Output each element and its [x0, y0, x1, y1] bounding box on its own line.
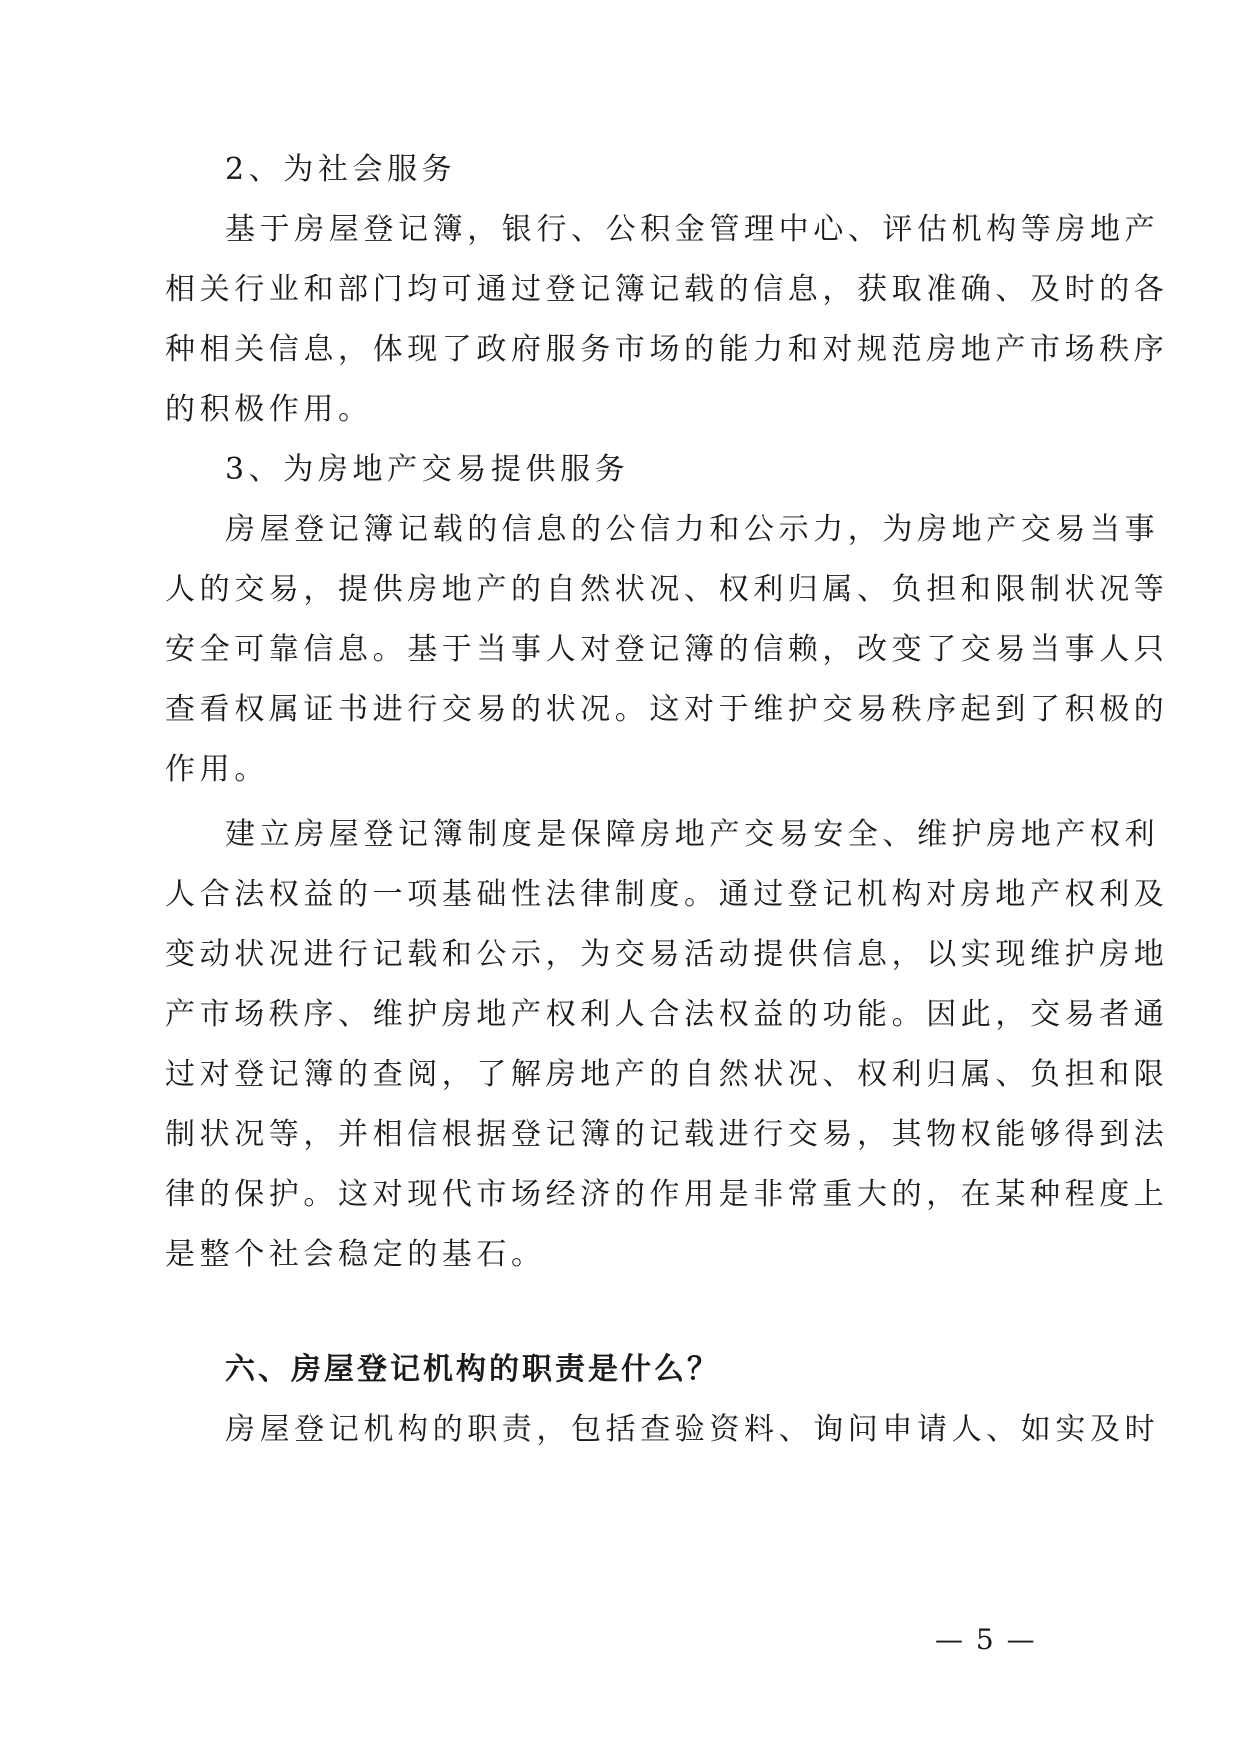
summary-paragraph-line: 过对登记簿的查阅，了解房地产的自然状况、权利归属、负担和限 [165, 1057, 1169, 1092]
summary-paragraph-line: 建立房屋登记簿制度是保障房地产交易安全、维护房地产权利 [225, 817, 1160, 852]
item-3-paragraph-line: 安全可靠信息。基于当事人对登记簿的信赖，改变了交易当事人只 [165, 632, 1169, 667]
item-2-paragraph-line: 相关行业和部门均可通过登记簿记载的信息，获取准确、及时的各 [165, 272, 1169, 307]
section-6-paragraph-line: 房屋登记机构的职责，包括查验资料、询问申请人、如实及时 [225, 1412, 1160, 1447]
summary-paragraph-line: 制状况等，并相信根据登记簿的记载进行交易，其物权能够得到法 [165, 1117, 1169, 1152]
summary-paragraph-line: 人合法权益的一项基础性法律制度。通过登记机构对房地产权利及 [165, 877, 1169, 912]
section-6-heading: 六、房屋登记机构的职责是什么？ [225, 1352, 720, 1387]
item-2-paragraph-line: 的积极作用。 [165, 392, 373, 427]
summary-paragraph-line: 变动状况进行记载和公示，为交易活动提供信息，以实现维护房地 [165, 937, 1169, 972]
item-3-paragraph-line: 查看权属证书进行交易的状况。这对于维护交易秩序起到了积极的 [165, 692, 1169, 727]
item-3-title: 3、为房地产交易提供服务 [225, 452, 630, 487]
page-number: — 5 — [935, 1623, 1037, 1656]
summary-paragraph-line: 是整个社会稳定的基石。 [165, 1237, 546, 1272]
item-2-paragraph-line: 种相关信息，体现了政府服务市场的能力和对规范房地产市场秩序 [165, 332, 1169, 367]
item-3-paragraph-line: 人的交易，提供房地产的自然状况、权利归属、负担和限制状况等 [165, 572, 1169, 607]
item-2-paragraph-line: 基于房屋登记簿，银行、公积金管理中心、评估机构等房地产 [225, 212, 1160, 247]
item-3-paragraph-line: 房屋登记簿记载的信息的公信力和公示力，为房地产交易当事 [225, 512, 1160, 547]
item-3-paragraph-line: 作用。 [165, 752, 269, 787]
summary-paragraph-line: 产市场秩序、维护房地产权利人合法权益的功能。因此，交易者通 [165, 997, 1169, 1032]
summary-paragraph-line: 律的保护。这对现代市场经济的作用是非常重大的，在某种程度上 [165, 1177, 1169, 1212]
item-2-title: 2、为社会服务 [225, 152, 457, 187]
